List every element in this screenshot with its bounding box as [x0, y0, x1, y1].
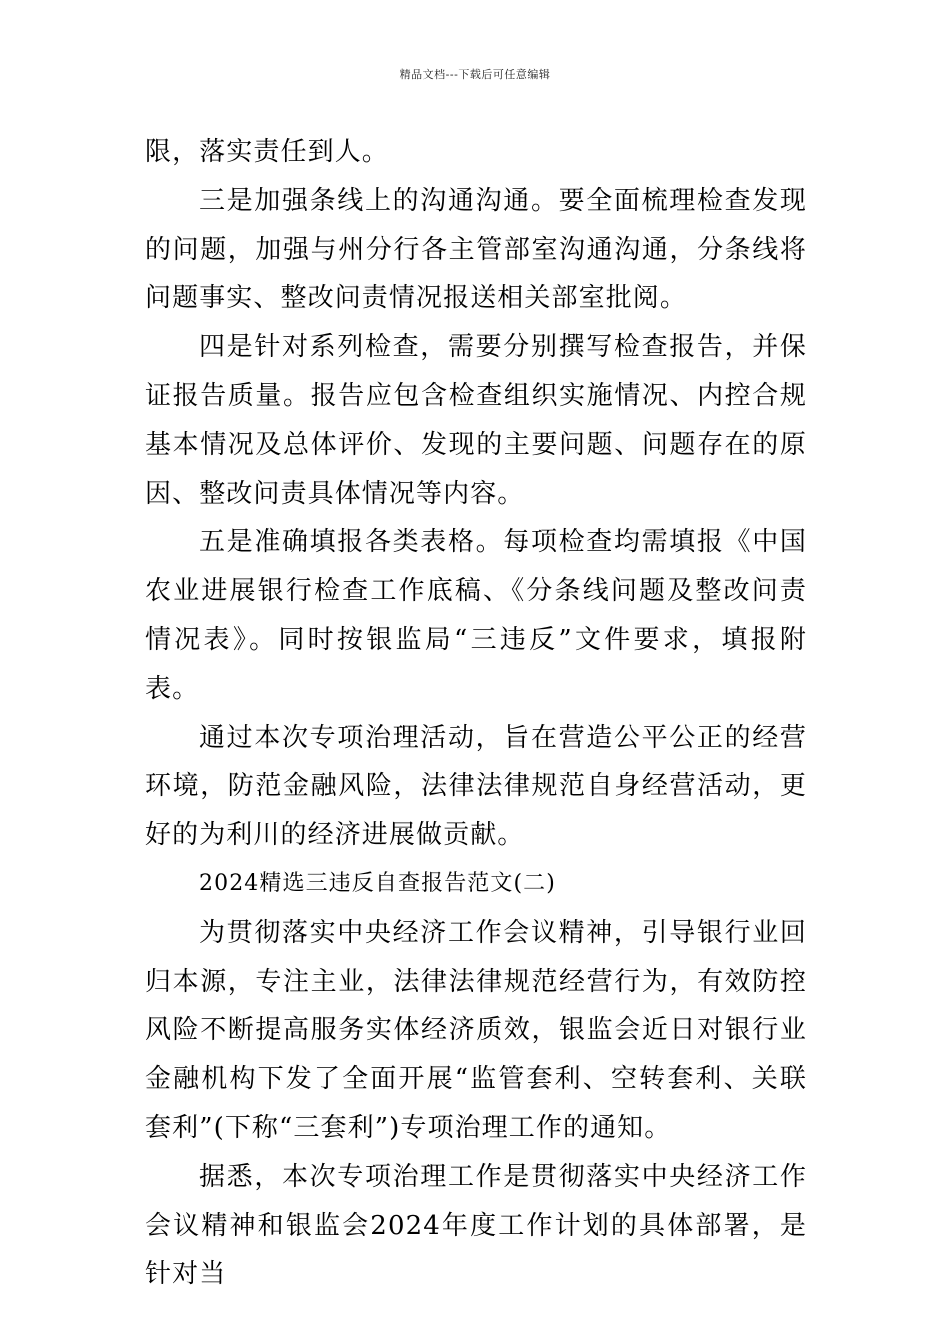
paragraph-detail: 据悉，本次专项治理工作是贯彻落实中央经济工作会议精神和银监会2024年度工作计划的具体部署，是针对当: [145, 1161, 807, 1290]
paragraph-item-three: 三是加强条线上的沟通沟通。要全面梳理检查发现的问题，加强与州分行各主管部室沟通沟通，分条线将问题事实、整改问责情况报送相关部室批阅。: [145, 185, 807, 314]
paragraph-item-five: 五是准确填报各类表格。每项检查均需填报《中国农业进展银行检查工作底稿、《分条线问题及整改问责情况表》。同时按银监局“三违反”文件要求，填报附表。: [145, 527, 807, 704]
paragraph-item-four: 四是针对系列检查，需要分别撰写检查报告，并保证报告质量。报告应包含检查组织实施情况、内控合规基本情况及总体评价、发现的主要问题、问题存在的原因、整改问责具体情况等内容。: [145, 332, 807, 509]
section-title: 2024精选三违反自查报告范文(二): [199, 870, 556, 896]
page-header: 精品文档---下载后可任意编辑: [399, 68, 551, 81]
paragraph-conclusion: 通过本次专项治理活动，旨在营造公平公正的经营环境，防范金融风险，法律法律规范自身经营活动，更好的为利川的经济进展做贡献。: [145, 722, 807, 851]
paragraph-continuation: 限，落实责任到人。: [145, 137, 389, 167]
paragraph-intro: 为贯彻落实中央经济工作会议精神，引导银行业回归本源，专注主业，法律法律规范经营行为，有效防控风险不断提高服务实体经济质效，银监会近日对银行业金融机构下发了全面开展“监管套利、空转套利、关联套利”(下称“三套利”)专项治理工作的通知。: [145, 917, 807, 1143]
document-body: [145, 128, 807, 1299]
